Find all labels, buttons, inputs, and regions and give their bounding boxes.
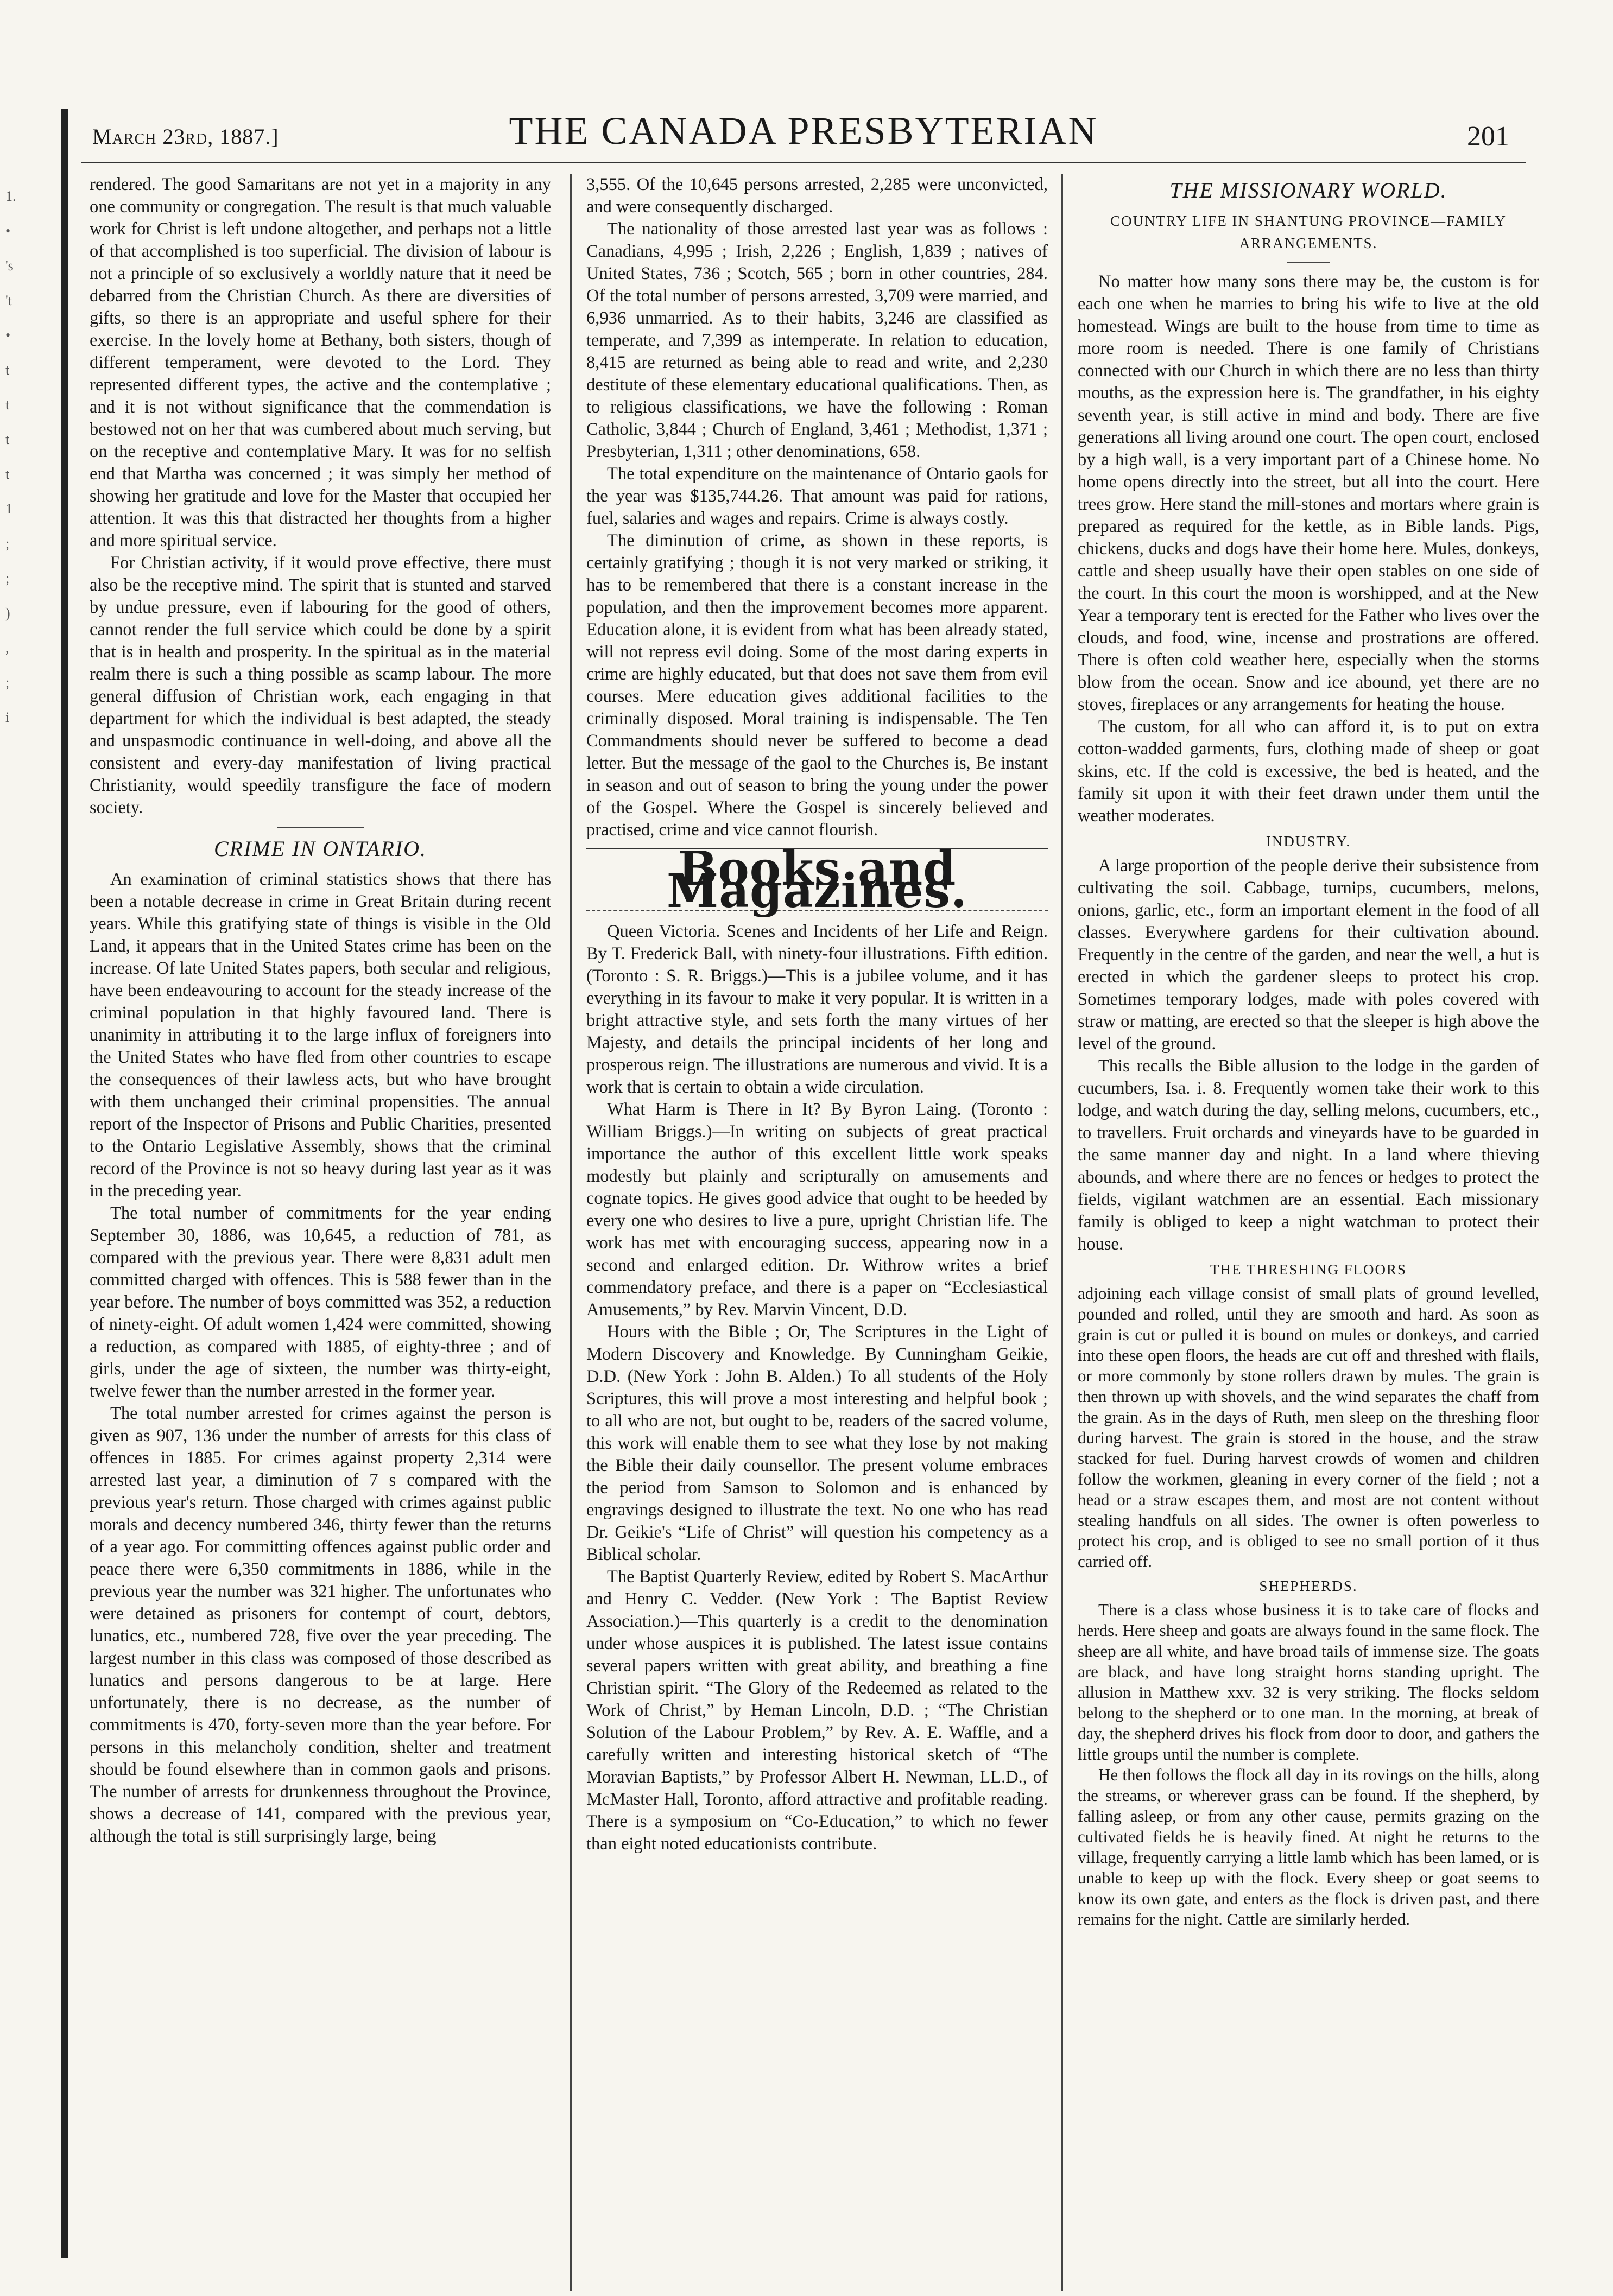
subheading-threshing: THE THRESHING FLOORS <box>1210 1261 1407 1278</box>
subheading-industry: INDUSTRY. <box>1266 833 1351 849</box>
margin-mark: ; <box>5 570 10 586</box>
margin-marks <box>5 179 22 735</box>
column-rule <box>570 174 572 2291</box>
margin-mark: ; <box>5 536 10 551</box>
article-paragraph: 3,555. Of the 10,645 persons arrested, 2,285 were unconvicted, and were consequently discharged. <box>586 175 1048 217</box>
margin-mark: t <box>5 466 10 482</box>
section-title-crime: CRIME IN ONTARIO. <box>213 836 427 861</box>
margin-mark: i <box>5 709 10 725</box>
article-paragraph: An examination of criminal statistics shows that there has been a notable decrease in crime in Great Britain during recent years. While this gratifying state of things is visible in the Old Land, it appears that in the United States crime has been on the increase. Of late United States papers, both secular and religious, have been endeavouring to account for the steady increase of the criminal population in that highly favoured land. There is unanimity in attributing it to the large influx of foreigners into the United States who have fled from other countries to escape the consequences of their lawless acts, but who have brought with them unchanged their criminal propensities. The annual report of the Inspector of Prisons and Public Charities, presented to the Ontario Legislative Assembly, shows that the criminal record of the Province is not so heavy during last year as it was in the preceding year. <box>90 870 551 1201</box>
header-rule <box>81 162 1526 163</box>
book-review: What Harm is There in It? By Byron Laing. (Toronto : William Briggs.)—In writing on subjects of great practical importance the author of this excellent little work speaks modestly but plainly and scripturally on amusements and cognate topics. He gives good advice that ought to be heeded by every one who desires to live a pure, upright Christian life. The work has met with encouraging success, appearing now in a second and enlarged edition. Dr. Withrow writes a brief commendatory preface, and there is a paper on “Ecclesiastical Amusements,” by Rev. Marvin Vincent, D.D. <box>586 1100 1048 1320</box>
margin-mark: ; <box>5 675 10 690</box>
article-paragraph: The custom, for all who can afford it, is to put on extra cotton-wadded garments, furs, clothing made of sheep or goat skins, etc. If the cold is excessive, the bed is heated, and the family sit upon it with their feet drawn under them until the weather moderates. <box>1078 717 1539 826</box>
column-2 <box>586 174 1048 1855</box>
margin-mark: 1. <box>5 188 16 204</box>
column-3 <box>1078 179 1539 1930</box>
article-paragraph: The total number arrested for crimes against the person is given as 907, 136 under the number of arrests for this class of offences in 1885. For crimes against property 2,314 were arrested last year, a diminution of 7 s compared with the previous year's return. Those charged with crimes against public morals and decency numbered 346, thirty fewer than the returns of a year ago. For committing offences against public order and peace there were 6,350 commitments in 1886, while in the previous year the number was 321 higher. The unfortunates who were detained as prisoners for contempt of court, debtors, lunatics, etc., numbered 728, five over the year preceding. The largest number in this class was composed of those described as lunatics and persons dangerous to be at large. Here unfortunately, there is no decrease, as the number of commitments is 470, forty-seven more than the year before. For persons in this melancholy condition, shelter and treatment should be found elsewhere than in common gaols and prisons. The number of arrests for drunkenness throughout the Province, shows a decrease of 141, compared with the previous year, although the total is still surprisingly large, being <box>90 1404 551 1846</box>
article-paragraph: For Christian activity, if it would prove effective, there must also be the receptive mind. The spirit that is stunted and starved by undue pressure, even if labouring for the good of others, cannot render the full service which could be done by a spirit that is in health and prosperity. In the spiritual as in the material realm there is such a thing possible as scamp labour. The more general diffusion of Christian work, each engaging in that department for which the individual is best adapted, the steady and unspasmodic continuance in well-doing, and above all the consistent and every-day manifestation of living practical Christianity, would speedily transfigure the face of modern society. <box>90 553 551 817</box>
page-number: 201 <box>1467 121 1509 152</box>
article-paragraph: The total expenditure on the maintenance of Ontario gaols for the year was $135,744.26. That amount was paid for rations, fuel, salaries and wages and repairs. Crime is always costly. <box>586 464 1048 528</box>
margin-mark: t <box>5 397 10 413</box>
article-paragraph: This recalls the Bible allusion to the lodge in the garden of cucumbers, Isa. i. 8. Frequently women take their work to this lodge, and watch during the day, selling melons, cucumbers, etc., to travellers. Fruit orchards and vineyards have to be guarded in the same manner day and night. In a land where thieving abounds, and where there are no fences or hedges to protect the fields, vigilant watchmen are an essential. Each missionary family is obliged to keep a night watchman to protect their house. <box>1078 1056 1539 1254</box>
margin-mark: • <box>5 223 11 239</box>
article-paragraph: There is a class whose business it is to take care of flocks and herds. Here sheep and goats are always found in the same flock. The sheep are all white, and have broad tails of immense size. The goats are black, and have long straight horns standing upright. The allusion in Matthew xxv. 32 is very striking. The flocks seldom belong to the shepherd or to one man. In the morning, at break of day, the shepherd drives his flock from door to door, and gathers the little groups until the number is complete. <box>1078 1600 1539 1764</box>
article-paragraph: No matter how many sons there may be, the custom is for each one when he marries to bring his wife to live at the old homestead. Wings are built to the house from time to time as more room is needed. There is one family of Christians connected with our Church in which there are no less than thirty mouths, as the expression here is. The grandfather, in his eighty seventh year, is still active in mind and body. There are five generations all living around one court. The open court, enclosed by a high wall, is a very important part of a Chinese home. No home opens directly into the street, but all into the court. Here trees grow. Here stand the mill-stones and mortars where grain is prepared as required for the kettle, as in Bible lands. Pigs, chickens, ducks and dogs have their home here. Mules, donkeys, cattle and sheep usually have their open stables on one side of the court. In this court the moon is worshipped, and at the New Year a temporary tent is erected for the Father who lives over the clouds, and food, wine, incense and prostrations are offered. There is often cold weather here, especially when the storms blow from the ocean. Snow and ice abound, yet there are no stoves, fireplaces or any arrangements for heating the house. <box>1078 272 1539 714</box>
subsection-title: COUNTRY LIFE IN SHANTUNG PROVINCE—FAMILY ARRANGEMENTS. <box>1110 213 1507 251</box>
book-review: The Baptist Quarterly Review, edited by Robert S. MacArthur and Henry C. Vedder. (New York : The Baptist Review Association.)—This quarterly is a credit to the denomination under whose auspices it is published. The latest issue contains several papers written with great ability, and breathing a fine Christian spirit. “The Glory of the Redeemed as related to the Work of Christ,” by Heman Lincoln, D.D. ; “The Christian Solution of the Labour Problem,” by Rev. A. E. Waffle, and a carefully written and interesting historical sketch of “The Moravian Baptists,” by Professor Albert H. Newman, LL.D., of McMaster Hall, Toronto, afford attractive and profitable reading. There is a symposium on “Co-Education,” to which no fewer than eight noted educationists contribute. <box>586 1567 1048 1854</box>
article-paragraph: The total number of commitments for the year ending September 30, 1886, was 10,645, a reduction of 781, as compared with the previous year. There were 8,831 adult men committed charged with offences. This is 588 fewer than in the year before. The number of boys committed was 352, a reduction of ninety-eight. Of adult women 1,424 were committed, showing a reduction, as compared with 1885, of eighty-three ; and of girls, under the age of sixteen, the number was thirty-eight, twelve fewer than the number arrested in the former year. <box>90 1203 551 1401</box>
section-title-missionary: THE MISSIONARY WORLD. <box>1169 178 1447 202</box>
section-title-books: Books and Magazines. <box>586 847 1048 902</box>
column-rule <box>1061 174 1063 2291</box>
page-header <box>87 109 1520 152</box>
margin-mark: , <box>5 640 9 656</box>
article-paragraph: The diminution of crime, as shown in these reports, is certainly gratifying ; though it is not very marked or striking, it has to be remembered that there is a constant increase in the population, and then the improvement becomes more apparent. Education alone, it is evident from what has been already stated, will not repress evil doing. Some of the most daring experts in crime are highly educated, but that does not save them from evil courses. Mere education gives additional facilities to the criminally disposed. Moral training is indispensable. The Ten Commandments should never be suffered to become a dead letter. But the message of the gaol to the Churches is, Be instant in season and out of season to bring the young under the power of the Gospel. Where the Gospel is sincerely believed and practised, crime and vice cannot flourish. <box>586 531 1048 840</box>
section-rule <box>1287 262 1330 263</box>
margin-mark: 't <box>5 293 12 308</box>
margin-mark: t <box>5 432 10 447</box>
article-paragraph: He then follows the flock all day in its rovings on the hills, along the streams, or wherever grass can be found. If the shepherd, by falling asleep, or from any other cause, permits grazing on the cultivated fields he is heavily fined. At night he returns to the village, frequently carrying a little lamb which has been lamed, or is unable to keep up with the flock. Every sheep or goat seems to know its own gate, and enters as the flock is driven past, and there remains for the night. Cattle are similarly herded. <box>1078 1765 1539 1929</box>
margin-mark: • <box>5 327 11 343</box>
article-paragraph: A large proportion of the people derive their subsistence from cultivating the soil. Cabbage, turnips, cucumbers, melons, onions, garlic, etc., form an important element in the food of all classes. Everywhere gardens for their cultivation abound. Frequently in the centre of the garden, and near the well, a hut is erected in which the gardener sleeps to protect his crop. Sometimes temporary lodges, made with poles covered with straw or matting, are erected so that the sleeper is high above the level of the ground. <box>1078 856 1539 1054</box>
issue-date: March 23rd, 1887.] <box>92 124 279 149</box>
margin-mark: 's <box>5 258 14 274</box>
article-paragraph: The nationality of those arrested last year was as follows : Canadians, 4,995 ; Irish, 2,226 ; English, 1,839 ; natives of United States, 736 ; Scotch, 565 ; born in other countries, 284. Of the total number of persons arrested, 3,709 were married, and 6,936 unmarried. As to their habits, 3,246 are classified as temperate, and 7,399 as intemperate. In relation to education, 8,415 are returned as being able to read and write, and 2,230 destitute of these elementary educational qualifications. Then, as to religious classifications, we have the following : Roman Catholic, 3,844 ; Church of England, 3,461 ; Methodist, 1,371 ; Presbyterian, 1,311 ; other denominations, 658. <box>586 219 1048 461</box>
section-rule <box>277 827 364 828</box>
subheading-shepherds: SHEPHERDS. <box>1259 1578 1358 1594</box>
book-review: Hours with the Bible ; Or, The Scriptures in the Light of Modern Discovery and Knowledge. By Cunningham Geikie, D.D. (New York : John B. Alden.) To all students of the Holy Scriptures, this will prove a most interesting and helpful book ; to all who are not, but ought to be, readers of the sacred volume, this work will enable them to see what they lose by not making the Bible their daily counsellor. The present volume embraces the period from Samson to Solomon and is enhanced by engravings designed to illustrate the text. No one who has read Dr. Geikie's “Life of Christ” will question his competency as a Biblical scholar. <box>586 1322 1048 1564</box>
book-review: Queen Victoria. Scenes and Incidents of her Life and Reign. By T. Frederick Ball, with ninety-four illustrations. Fifth edition. (Toronto : S. R. Briggs.)—This is a jubilee volume, and it has everything in its favour to make it very popular. It is written in a bright attractive style, and sets forth the many virtues of her Majesty, and details the principal incidents of her long and prosperous reign. The illustrations are numerous and vivid. It is a work that is certain to obtain a wide circulation. <box>586 922 1048 1097</box>
article-paragraph: adjoining each village consist of small plats of ground levelled, pounded and rolled, until they are smooth and hard. As soon as grain is cut or pulled it is bound on mules or donkeys, and carried into these open floors, the heads are cut off and threshed with flails, or more commonly by stone rollers drawn by mules. The grain is then thrown up with shovels, and the wind separates the chaff from the grain. As in the days of Ruth, men sleep on the threshing floor during harvest. The grain is stored in the house, and the straw stacked for fuel. During harvest crowds of women and children follow the workmen, gleaning in every corner of the field ; not a head or a straw escapes them, and most are not content without stealing handfuls on all sides. The owner is often powerless to protect his crop, and is obliged to see no small portion of it thus carried off. <box>1078 1284 1539 1571</box>
margin-mark: t <box>5 362 10 378</box>
margin-mark: ) <box>5 605 10 621</box>
margin-mark: 1 <box>5 501 12 517</box>
column-1 <box>90 174 551 1848</box>
binding-edge-rule <box>61 109 68 2258</box>
masthead-title: THE CANADA PRESBYTERIAN <box>509 109 1098 153</box>
article-paragraph: rendered. The good Samaritans are not yet in a majority in any one community or congregation. The result is that much valuable work for Christ is left undone altogether, and perhaps not a little of that accomplished is too superficial. The division of labour is not a principle of so exclusively a worldly nature that it need be debarred from the Christian Church. As there are diversities of gifts, so there is an appropriate and useful sphere for their exercise. In the lovely home at Bethany, both sisters, though of different temperament, were devoted to the Lord. They represented different types, the active and the contemplative ; and it is not without significance that the commendation is bestowed not on her that was cumbered about much serving, but on the receptive and contemplative Mary. It was for no selfish end that Martha was concerned ; it was simply her method of showing her gratitude and love for the Master that occupied her attention. It was this that distracted her thoughts from a higher and more spiritual service. <box>90 175 551 550</box>
